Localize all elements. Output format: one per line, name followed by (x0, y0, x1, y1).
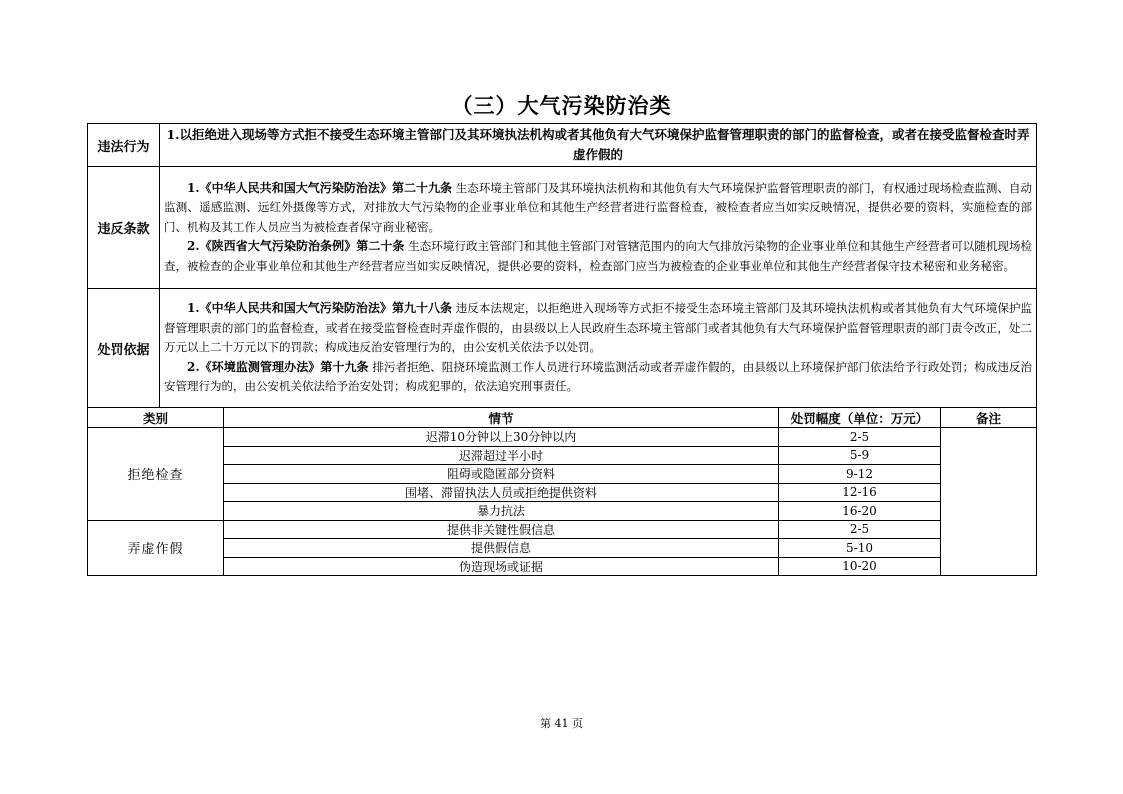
table-row (88, 465, 1037, 484)
range-cell: 5-9 (779, 446, 941, 465)
penalty-heading: 2.《环境监测管理办法》第十九条 (187, 359, 369, 374)
header-category: 类别 (88, 408, 224, 428)
category-cell: 拒绝检查 (88, 428, 224, 521)
situation-cell: 提供非关键性假信息 (224, 520, 779, 539)
article-heading: 2.《陕西省大气污染防治条例》第二十条 (187, 239, 405, 254)
table-row (88, 446, 1037, 465)
range-cell: 2-5 (779, 520, 941, 539)
range-cell: 5-10 (779, 539, 941, 558)
situation-cell: 阻碍或隐匿部分资料 (224, 465, 779, 484)
situation-cell: 围堵、滞留执法人员或拒绝提供资料 (224, 483, 779, 502)
article-body: 生态环境行政主管部门和其他主管部门对管辖范围内的向大气排放污染物的企业事业单位和其他生产经营者可以随机现场检查，被检查的企业事业单位和其他生产经营者应当如实反映情况，提供必要的资料，检查部门应当为被检查的企业事业单位和其他生产经营者保守技术秘密和业务秘密。 (164, 239, 1032, 273)
penalty-body: 违反本法规定，以拒绝进入现场等方式拒不接受生态环境主管部门及其环境执法机构或者其他负有大气环境保护监督管理职责的部门的监督检查，或者在接受监督检查时弄虚作假的，由县级以上人民政府生态环境主管部门或者其他负有大气环境保护监督管理职责的部门责令改正，处二万元以上二十万元以下的罚款；构成违反治安管理行为的，由公安机关依法予以处罚。 (164, 301, 1033, 355)
page-title: （三）大气污染防治类 (451, 94, 672, 118)
situation-cell: 迟滞10分钟以上30分钟以内 (224, 428, 779, 447)
table-row (88, 483, 1037, 502)
penalty-heading: 1.《中华人民共和国大气污染防治法》第九十八条 (187, 301, 453, 316)
table-row (88, 520, 1037, 539)
penalty-label: 处罚依据 (88, 289, 160, 408)
page-number: 第 41 页 (540, 717, 583, 730)
range-cell: 9-12 (779, 465, 941, 484)
articles-label: 违反条款 (88, 167, 160, 289)
articles-cell (160, 167, 1037, 289)
penalty-range-table (87, 407, 1037, 576)
range-cell: 12-16 (779, 483, 941, 502)
violation-label: 违法行为 (88, 124, 160, 167)
table-row (88, 557, 1037, 576)
situation-cell: 暴力抗法 (224, 502, 779, 521)
situation-cell: 伪造现场或证据 (224, 557, 779, 576)
header-range: 处罚幅度（单位：万元） (779, 408, 941, 428)
range-cell: 16-20 (779, 502, 941, 521)
table-row (88, 539, 1037, 558)
situation-cell: 迟滞超过半小时 (224, 446, 779, 465)
penalty-body: 排污者拒绝、阻挠环境监测工作人员进行环境监测活动或者弄虚作假的，由县级以上环境保护部门依法给予行政处罚；构成违反治安管理行为的，由公安机关依法给予治安处罚；构成犯罪的，依法追究刑事责任。 (164, 359, 1032, 394)
penalty-paragraph (160, 299, 1036, 358)
table-header-row (88, 408, 1037, 428)
penalty-paragraph (160, 358, 1036, 397)
table-row (88, 428, 1037, 447)
range-cell: 2-5 (779, 428, 941, 447)
situation-cell: 提供假信息 (224, 539, 779, 558)
article-heading: 1.《中华人民共和国大气污染防治法》第二十九条 (187, 180, 453, 195)
article-paragraph (160, 237, 1036, 276)
range-cell: 10-20 (779, 557, 941, 576)
article-body: 生态环境主管部门及其环境执法机构和其他负有大气环境保护监督管理职责的部门，有权通过现场检查监测、自动监测、遥感监测、远红外摄像等方式，对排放大气污染物的企业事业单位和其他生产经营者进行监督检查，被检查者应当如实反映情况，提供必要的资料，实施检查的部门、机构及其工作人员应当为被检查者保守商业秘密。 (164, 180, 1033, 234)
violation-text: 1.以拒绝进入现场等方式拒不接受生态环境主管部门及其环境执法机构或者其他负有大气环境保护监督管理职责的部门的监督检查，或者在接受监督检查时弄虚作假的 (160, 124, 1037, 167)
regulation-table (87, 123, 1037, 408)
header-situation: 情节 (224, 408, 779, 428)
penalty-cell (160, 289, 1037, 408)
category-cell: 弄虚作假 (88, 520, 224, 576)
remark-cell (941, 428, 1037, 576)
article-paragraph (160, 179, 1036, 238)
table-row (88, 502, 1037, 521)
header-remark: 备注 (941, 408, 1037, 428)
